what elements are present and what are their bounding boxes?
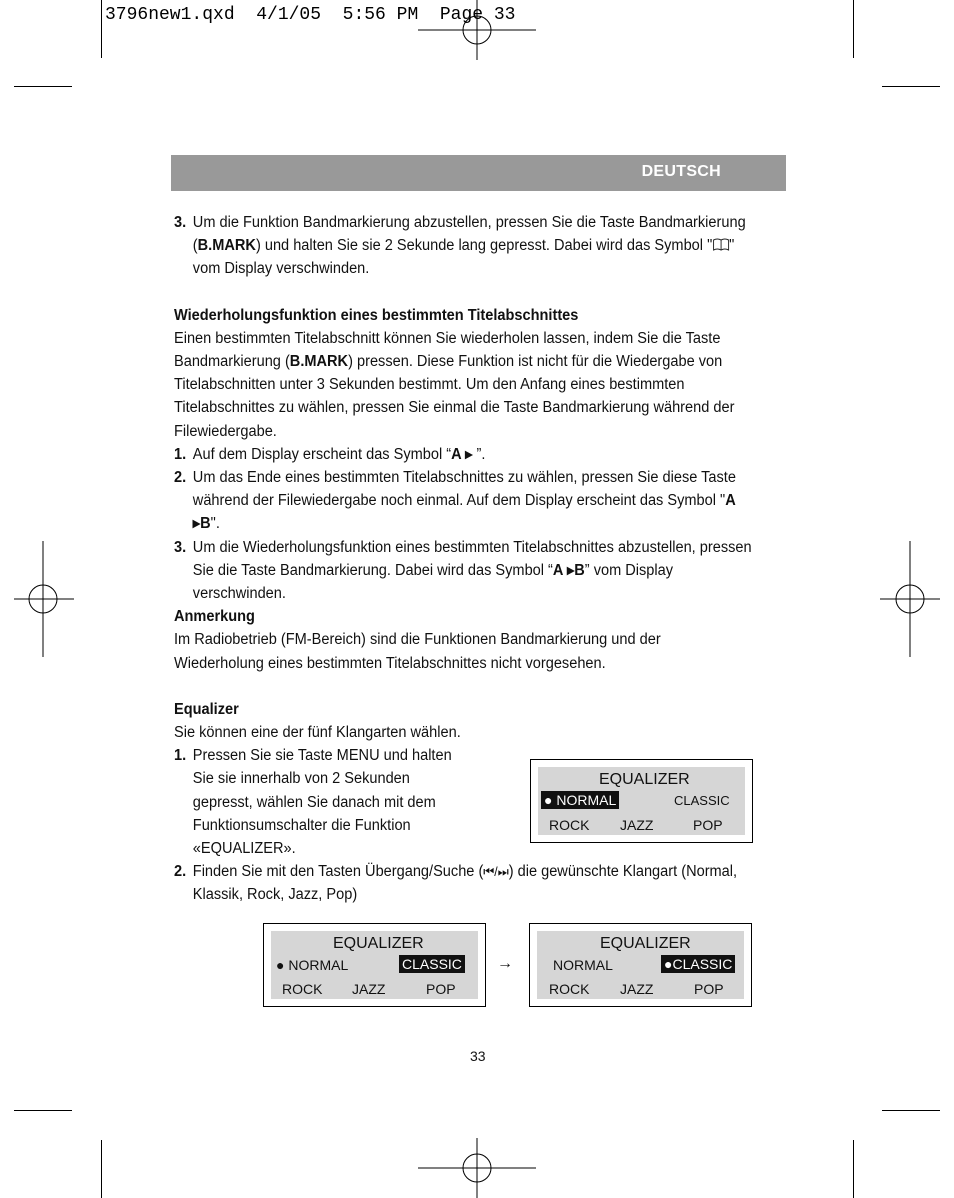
transition-arrow-icon: → [497,955,513,972]
registration-mark-left [14,541,74,657]
page-number: 33 [470,1048,486,1064]
lcd-title: EQUALIZER [600,935,691,952]
lcd-option-pop: POP [426,981,456,997]
note-text: Im Radiobetrieb (FM-Bereich) sind die Funktionen Bandmarkierung und der Wiederholung eines bestimmten Titelabschnittes nicht vorgesehen. [174,631,661,672]
lcd-option-normal: ● NORMAL [276,957,349,973]
lcd-option-jazz: JAZZ [620,817,654,833]
lcd-option-jazz: JAZZ [352,981,386,997]
repeat-ab-symbol: A ▸B [552,561,585,579]
lcd-option-pop: POP [693,817,723,833]
lcd-title: EQUALIZER [599,771,690,788]
repeat-ab-symbol: A ▸B [192,492,736,533]
repeat-step-2: 2. Um das Ende eines bestimmten Titelabschnittes zu wählen, pressen Sie diese Taste während der Filewiedergabe noch einmal. Auf dem Display erscheint das Symbol "A ▸B". [174,469,736,533]
lcd-option-classic: CLASSIC [399,955,465,973]
lcd-option-normal: NORMAL [553,957,613,973]
equalizer-step-1: 1. Pressen Sie sie Taste MENU und halten Sie sie innerhalb von 2 Sekunden gepresst, wählen Sie danach mit dem Funktionsumschalter die Funktion «EQUALIZER». [174,747,452,858]
skip-icons: ⏮/⏭ [483,864,509,880]
lcd-option-pop: POP [694,981,724,997]
lcd-normal-selected [530,759,753,843]
registration-mark-bottom [418,1138,536,1198]
lcd-option-classic: ●CLASSIC [661,955,735,973]
lcd-option-classic: CLASSIC [674,793,730,808]
lcd-classic-selected [529,923,752,1007]
equalizer-step-2: 2. Finden Sie mit den Tasten Übergang/Suche (⏮/⏭) die gewünschte Klangart (Normal, Klassik, Rock, Jazz, Pop) [174,863,738,904]
language-label: DEUTSCH [641,163,721,180]
bmark-step-3: 3. Um die Funktion Bandmarkierung abzustellen, pressen Sie die Taste Bandmarkierung (B.MARK) und halten Sie sie 2 Sekunde lang gepresst. Dabei wird das Symbol " " vom Display verschwinden. [174,214,746,278]
repeat-intro: Einen bestimmten Titelabschnitt können Sie wiederholen lassen, indem Sie die Taste Bandmarkierung (B.MARK) pressen. Diese Funktion ist nicht für die Wiedergabe von Titelabschnitten unter 3 Sekunden bestimmt. Um den Anfang eines bestimmten Titelabschnittes zu wählen, pressen Sie einmal die Taste Bandmarkierung während der Filewiedergabe. [174,329,735,440]
print-slug: 3796new1.qxd 4/1/05 5:56 PM Page 33 [105,5,516,25]
equalizer-heading: Equalizer [174,700,239,718]
language-header [171,155,786,191]
selection-dot-icon: ● [276,957,285,973]
lcd-classic-highlighted [263,923,486,1007]
selection-dot-icon: ● [664,956,673,972]
equalizer-intro: Sie können eine der fünf Klangarten wählen. [174,724,461,742]
registration-mark-right [880,541,940,657]
lcd-option-rock: ROCK [549,981,590,997]
lcd-option-rock: ROCK [282,981,323,997]
selection-dot-icon: ● [544,792,553,808]
lcd-title: EQUALIZER [333,935,424,952]
repeat-step-3: 3. Um die Wiederholungsfunktion eines bestimmten Titelabschnittes abzustellen, pressen Sie die Taste Bandmarkierung. Dabei wird das Symbol “A ▸B” vom Display verschwinden. [174,538,752,603]
repeat-heading: Wiederholungsfunktion eines bestimmten Titelabschnittes [174,306,579,324]
lcd-option-jazz: JAZZ [620,981,654,997]
book-icon [712,237,729,254]
note-heading: Anmerkung [174,608,255,626]
repeat-step-1: 1. Auf dem Display erscheint das Symbol “A ▸ ”. [174,445,486,463]
repeat-a-symbol: A ▸ [451,445,473,463]
lcd-option-normal: ● NORMAL [541,791,619,809]
lcd-option-rock: ROCK [549,817,590,833]
